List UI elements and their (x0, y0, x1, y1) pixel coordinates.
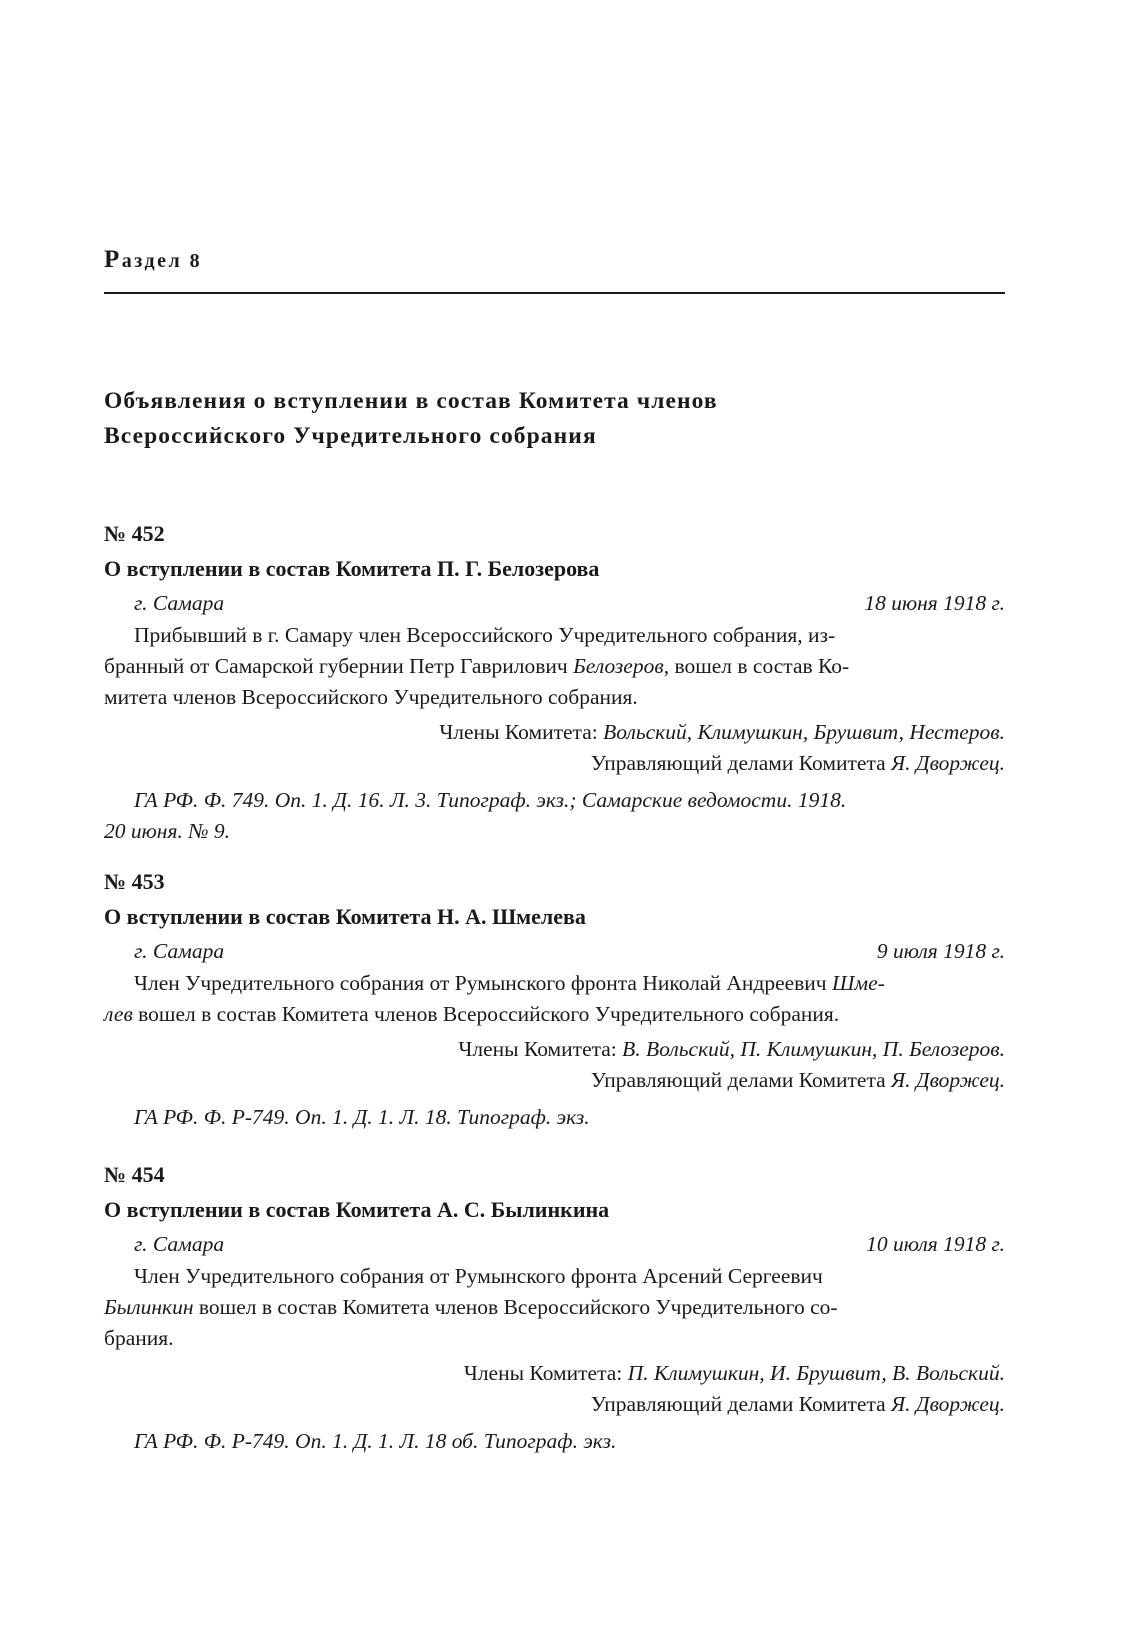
document-453 (104, 864, 1005, 1133)
page (104, 0, 1005, 1631)
document-454 (104, 1157, 1005, 1457)
document-date: 9 июля 1918 г. (876, 939, 1005, 963)
chapter-heading (104, 384, 1005, 454)
chapter-heading-line-1: Объявления о вступлении в состав Комитета членов (104, 388, 718, 414)
document-title: О вступлении в состав Комитета А. С. Былинкина (104, 1197, 610, 1222)
signers-label: Члены Комитета: (439, 720, 604, 744)
source-line: ГА РФ. Ф. Р-749. Оп. 1. Д. 1. Л. 18. Типограф. экз. (134, 1105, 590, 1129)
signatures (104, 1034, 1005, 1096)
manager-line (104, 1065, 1005, 1096)
document-place: г. Самара (134, 1232, 225, 1256)
body-text-italic: Белозеров (573, 654, 664, 678)
manager-line (104, 1389, 1005, 1420)
document-title: О вступлении в состав Комитета П. Г. Белозерова (104, 556, 600, 581)
document-body (104, 620, 1005, 713)
section-rule (104, 292, 1005, 294)
body-text-segment: Член Учредительного собрания от Румынского фронта Николай Андреевич (134, 971, 832, 995)
document-body (104, 968, 1005, 1030)
document-place: г. Самара (134, 939, 225, 963)
source-line: ГА РФ. Ф. Р-749. Оп. 1. Д. 1. Л. 18 об. Типограф. экз. (134, 1429, 617, 1453)
source-line: 20 июня. № 9. (104, 819, 230, 843)
body-line: брания. (104, 1326, 174, 1350)
manager-name: Я. Дворжец. (891, 1068, 1005, 1092)
body-text-italic: Былинкин (104, 1295, 194, 1319)
manager-line (104, 748, 1005, 779)
body-line (104, 1292, 1005, 1323)
document-number: № 452 (104, 521, 165, 546)
section-title (104, 246, 202, 274)
signers-line (104, 1358, 1005, 1389)
document-title: О вступлении в состав Комитета Н. А. Шмелева (104, 904, 586, 929)
body-line: Член Учредительного собрания от Румынского фронта Арсений Сергеевич (134, 1264, 823, 1288)
manager-label: Управляющий делами Комитета (590, 1392, 892, 1416)
signers-names: В. Вольский, П. Климушкин, П. Белозеров. (622, 1037, 1005, 1061)
document-452 (104, 516, 1005, 847)
document-place: г. Самара (134, 591, 225, 615)
section-title-initial: Р (104, 246, 122, 273)
document-number: № 453 (104, 869, 165, 894)
manager-label: Управляющий делами Комитета (590, 751, 892, 775)
place-date-line (104, 586, 1005, 620)
signatures (104, 717, 1005, 779)
body-text-segment: вошел в состав Комитета членов Всероссийского Учредительного собрания. (132, 1002, 840, 1026)
body-text-italic: лев (104, 1002, 133, 1026)
body-text-segment: , вошел в состав Ко- (663, 654, 850, 678)
section-title-rest: аздел 8 (121, 250, 203, 272)
archival-source (104, 785, 1005, 847)
document-body (104, 1261, 1005, 1354)
body-text-italic: Шме- (832, 971, 885, 995)
manager-name: Я. Дворжец. (891, 1392, 1005, 1416)
body-line (104, 968, 1005, 999)
archival-source (104, 1102, 1005, 1133)
signers-label: Члены Комитета: (463, 1361, 628, 1385)
signers-label: Члены Комитета: (458, 1037, 623, 1061)
signers-names: Вольский, Климушкин, Брушвит, Нестеров. (603, 720, 1005, 744)
archival-source (104, 1426, 1005, 1457)
chapter-heading-line-2: Всероссийского Учредительного собрания (104, 423, 597, 449)
body-line (104, 999, 1005, 1030)
body-text-segment: вошел в состав Комитета членов Всероссийского Учредительного со- (193, 1295, 838, 1319)
body-text-segment: бранный от Самарской губернии Петр Гаврилович (104, 654, 574, 678)
source-line: ГА РФ. Ф. 749. Оп. 1. Д. 16. Л. 3. Типограф. экз.; Самарские ведомости. 1918. (134, 788, 847, 812)
document-date: 18 июня 1918 г. (864, 591, 1005, 615)
document-number: № 454 (104, 1162, 165, 1187)
place-date-line (104, 1227, 1005, 1261)
manager-name: Я. Дворжец. (891, 751, 1005, 775)
signers-line (104, 717, 1005, 748)
body-line: Прибывший в г. Самару член Всероссийского Учредительного собрания, из- (134, 623, 836, 647)
signatures (104, 1358, 1005, 1420)
signers-line (104, 1034, 1005, 1065)
body-line: митета членов Всероссийского Учредительного собрания. (104, 685, 638, 709)
place-date-line (104, 934, 1005, 968)
body-line (104, 651, 1005, 682)
manager-label: Управляющий делами Комитета (590, 1068, 892, 1092)
document-date: 10 июля 1918 г. (866, 1232, 1005, 1256)
signers-names: П. Климушкин, И. Брушвит, В. Вольский. (627, 1361, 1005, 1385)
